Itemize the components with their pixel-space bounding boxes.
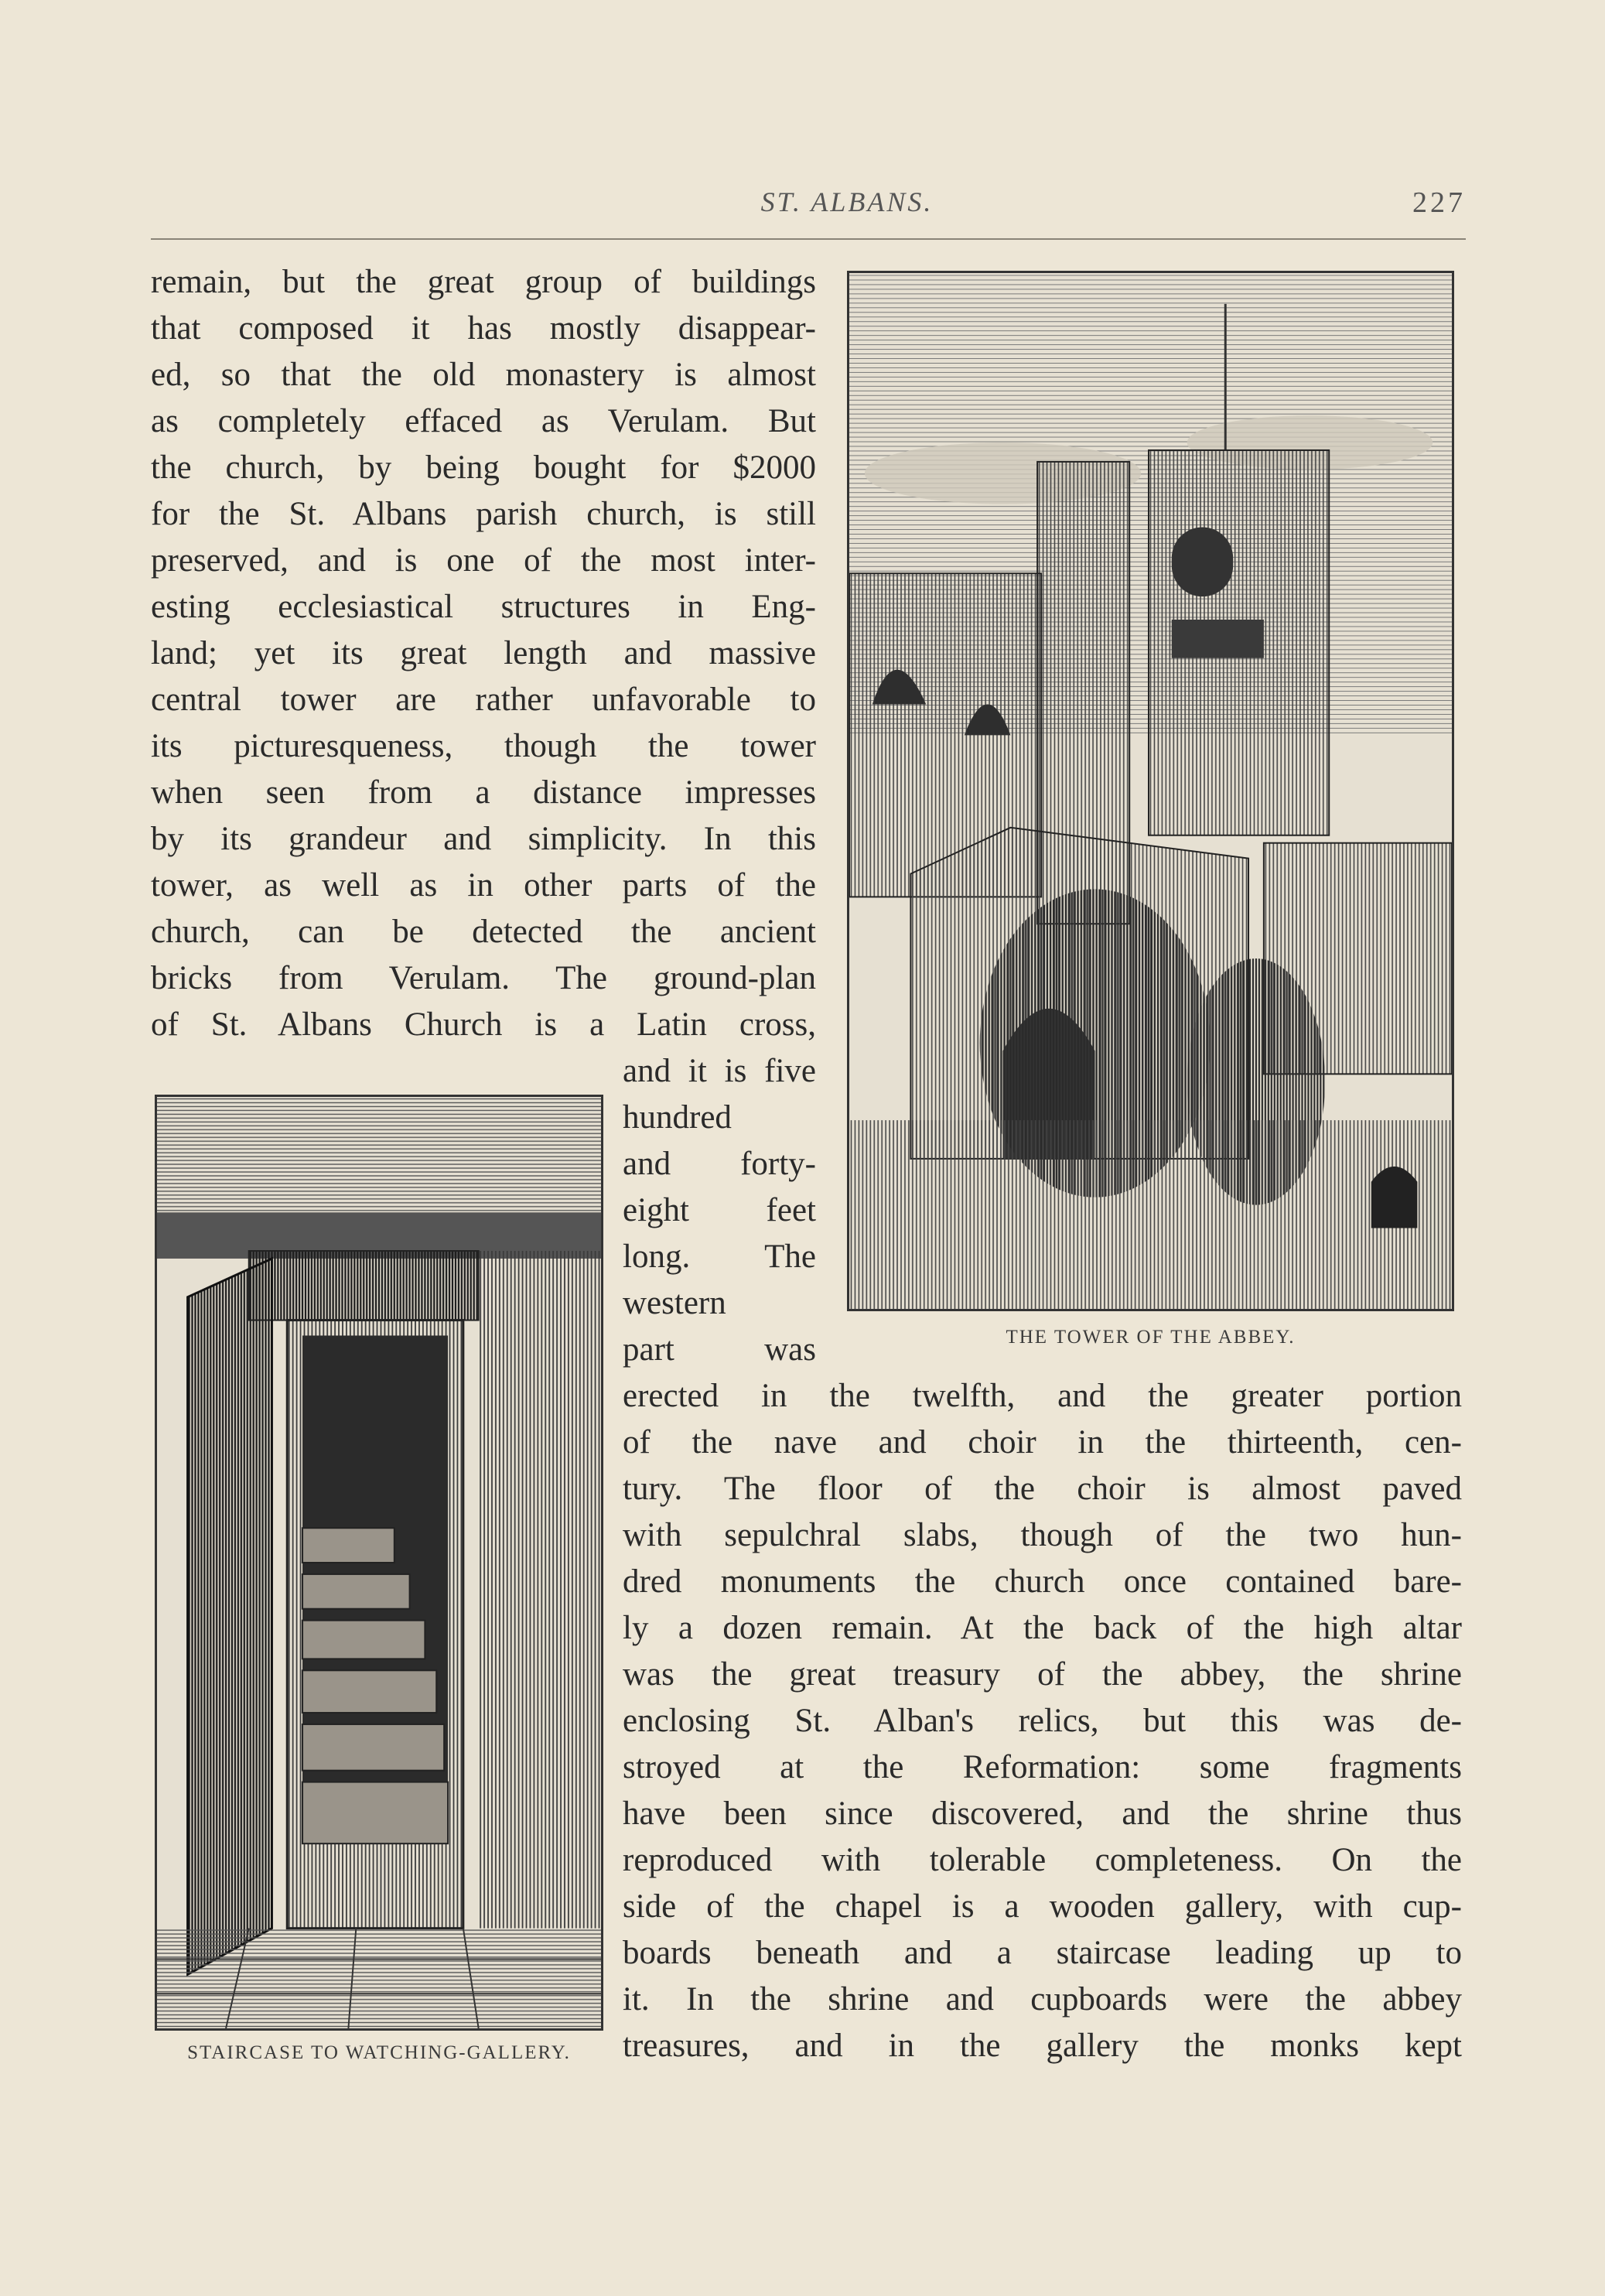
tower-caption: THE TOWER OF THE ABBEY. bbox=[1006, 1327, 1296, 1348]
staircase-engraving bbox=[155, 1095, 603, 2031]
tower-of-abbey-engraving bbox=[847, 271, 1454, 1311]
text-line: part was bbox=[623, 1331, 816, 1368]
text-line: dred monuments the church once contained bare- bbox=[623, 1563, 1462, 1600]
text-line: enclosing St. Alban's relics, but this was de- bbox=[623, 1703, 1462, 1739]
text-line: have been since discovered, and the shrine thus bbox=[623, 1795, 1462, 1832]
header-rule bbox=[151, 238, 1466, 240]
text-line: of St. Albans Church is a Latin cross, bbox=[151, 1006, 816, 1043]
text-line: western bbox=[623, 1285, 726, 1321]
text-line: reproduced with tolerable completeness. On the bbox=[623, 1842, 1462, 1878]
text-line: erected in the twelfth, and the greater portion bbox=[623, 1378, 1462, 1414]
page-number: 227 bbox=[1412, 186, 1466, 219]
text-line: bricks from Verulam. The ground-plan bbox=[151, 960, 816, 996]
text-line: the church, by being bought for $2000 bbox=[151, 449, 816, 486]
text-line: for the St. Albans parish church, is still bbox=[151, 496, 816, 532]
text-line: of the nave and choir in the thirteenth, cen- bbox=[623, 1424, 1462, 1461]
text-line: eight feet bbox=[623, 1192, 816, 1228]
text-line: side of the chapel is a wooden gallery, with cup- bbox=[623, 1888, 1462, 1925]
page-header bbox=[151, 186, 1466, 232]
text-line: when seen from a distance impresses bbox=[151, 774, 816, 811]
text-line: and it is five bbox=[623, 1053, 816, 1089]
text-line: treasures, and in the gallery the monks kept bbox=[623, 2028, 1462, 2064]
text-line: was the great treasury of the abbey, the shrine bbox=[623, 1656, 1462, 1693]
text-line: it. In the shrine and cupboards were the abbey bbox=[623, 1981, 1462, 2018]
text-line: stroyed at the Reformation: some fragments bbox=[623, 1749, 1462, 1785]
text-line: as completely effaced as Verulam. But bbox=[151, 403, 816, 439]
text-line: long. The bbox=[623, 1239, 816, 1275]
text-line: ed, so that the old monastery is almost bbox=[151, 357, 816, 393]
text-line: esting ecclesiastical structures in Eng- bbox=[151, 589, 816, 625]
text-line: preserved, and is one of the most inter- bbox=[151, 542, 816, 579]
text-line: with sepulchral slabs, though of the two hun- bbox=[623, 1517, 1462, 1553]
text-line: central tower are rather unfavorable to bbox=[151, 682, 816, 718]
text-line: hundred bbox=[623, 1099, 732, 1136]
text-line: its picturesqueness, though the tower bbox=[151, 728, 816, 764]
text-line: tury. The floor of the choir is almost paved bbox=[623, 1471, 1462, 1507]
text-line: church, can be detected the ancient bbox=[151, 914, 816, 950]
text-line: and forty- bbox=[623, 1146, 816, 1182]
text-line: remain, but the great group of buildings bbox=[151, 264, 816, 300]
text-line: ly a dozen remain. At the back of the high altar bbox=[623, 1610, 1462, 1646]
text-line: land; yet its great length and massive bbox=[151, 635, 816, 671]
running-title: ST. ALBANS. bbox=[760, 186, 934, 217]
text-line: by its grandeur and simplicity. In this bbox=[151, 821, 816, 857]
text-line: that composed it has mostly disappear- bbox=[151, 310, 816, 347]
text-line: boards beneath and a staircase leading up to bbox=[623, 1935, 1462, 1971]
staircase-caption: STAIRCASE TO WATCHING-GALLERY. bbox=[187, 2042, 571, 2063]
text-line: tower, as well as in other parts of the bbox=[151, 867, 816, 904]
